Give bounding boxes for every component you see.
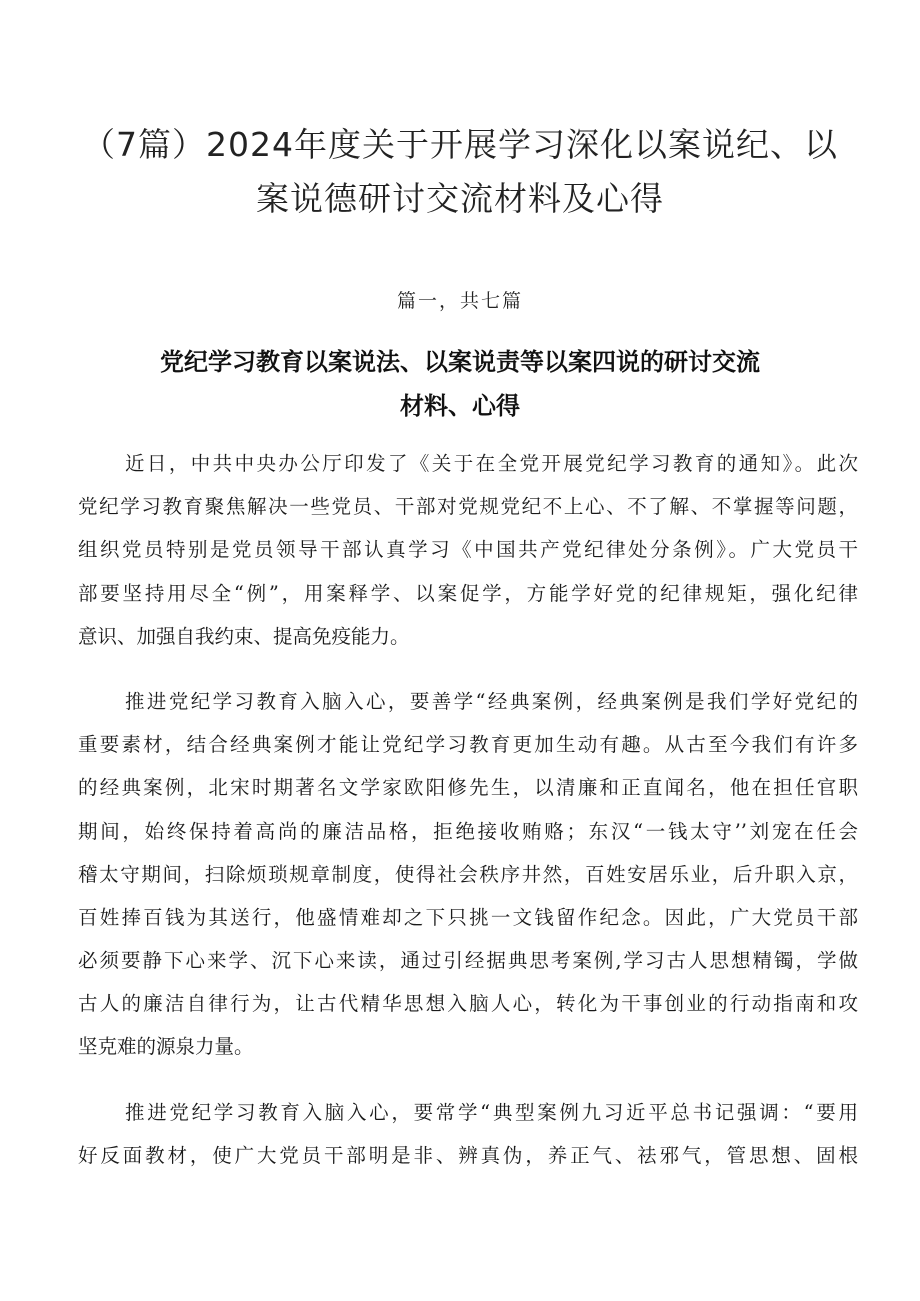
paragraph-2 bbox=[78, 680, 858, 1069]
body-text bbox=[78, 442, 858, 1199]
paragraph-3 bbox=[78, 1091, 858, 1177]
paragraph-line: 古人的廉洁自律行为，让古代精华思想入脑人心，转化为干事创业的行动指南和攻 bbox=[78, 992, 858, 1016]
paragraph-line: 稽太守期间，扫除烦琐规章制度，使得社会秩序井然，百姓安居乐业，后升职入京， bbox=[78, 862, 858, 886]
paragraph-line: 好反面教材，使广大党员干部明是非、辨真伪，养正气、祛邪气，管思想、固根 bbox=[78, 1143, 858, 1167]
paragraph-line: 期间，始终保持着高尚的廉洁品格，拒绝接收贿赂；东汉“一钱太守’’刘宠在任会 bbox=[78, 819, 858, 843]
article-title-line-1: 党纪学习教育以案说法、以案说责等以案四说的研讨交流 bbox=[160, 348, 760, 376]
paragraph-line: 的经典案例，北宋时期著名文学家欧阳修先生，以清廉和正直闻名，他在担任官职 bbox=[78, 776, 858, 800]
paragraph-line: 部要坚持用尽全“例”，用案释学、以案促学，方能学好党的纪律规矩，强化纪律 bbox=[78, 581, 858, 605]
document-title bbox=[70, 118, 850, 226]
document-title-line-1: （7篇）2024年度关于开展学习深化以案说纪、以 bbox=[82, 125, 838, 164]
paragraph-1 bbox=[78, 442, 858, 658]
paragraph-line: 党纪学习教育聚焦解决一些党员、干部对党规党纪不上心、不了解、不掌握等问题， bbox=[78, 495, 858, 519]
paragraph-line: 坚克难的源泉力量。 bbox=[78, 1035, 254, 1059]
paragraph-line: 近日，中共中央办公厅印发了《关于在全党开展党纪学习教育的通知》。此次 bbox=[125, 452, 858, 475]
article-title-line-2: 材料、心得 bbox=[400, 392, 520, 420]
paragraph-line: 组织党员特别是党员领导干部认真学习《中国共产党纪律处分条例》。广大党员干 bbox=[78, 538, 858, 562]
paragraph-line: 意识、加强自我约束、提高免疫能力。 bbox=[78, 624, 410, 648]
paragraph-line: 推进党纪学习教育入脑入心，要常学“典型案例九习近平总书记强调：“要用 bbox=[125, 1100, 858, 1124]
paragraph-line: 重要素材，结合经典案例才能让党纪学习教育更加生动有趣。从古至今我们有许多 bbox=[78, 733, 858, 757]
paragraph-line: 百姓捧百钱为其送行，他盛情难却之下只挑一文钱留作纪念。因此，广大党员干部 bbox=[78, 905, 858, 929]
document-title-line-2: 案说德研讨交流材料及心得 bbox=[256, 179, 664, 218]
section-label: 篇一，共七篇 bbox=[396, 290, 523, 312]
paragraph-line: 推进党纪学习教育入脑入心，要善学“经典案例，经典案例是我们学好党纪的 bbox=[125, 689, 858, 713]
article-title bbox=[80, 340, 840, 428]
paragraph-line: 必须要静下心来学、沉下心来读，通过引经据典思考案例,学习古人思想精镯，学做 bbox=[78, 949, 858, 973]
